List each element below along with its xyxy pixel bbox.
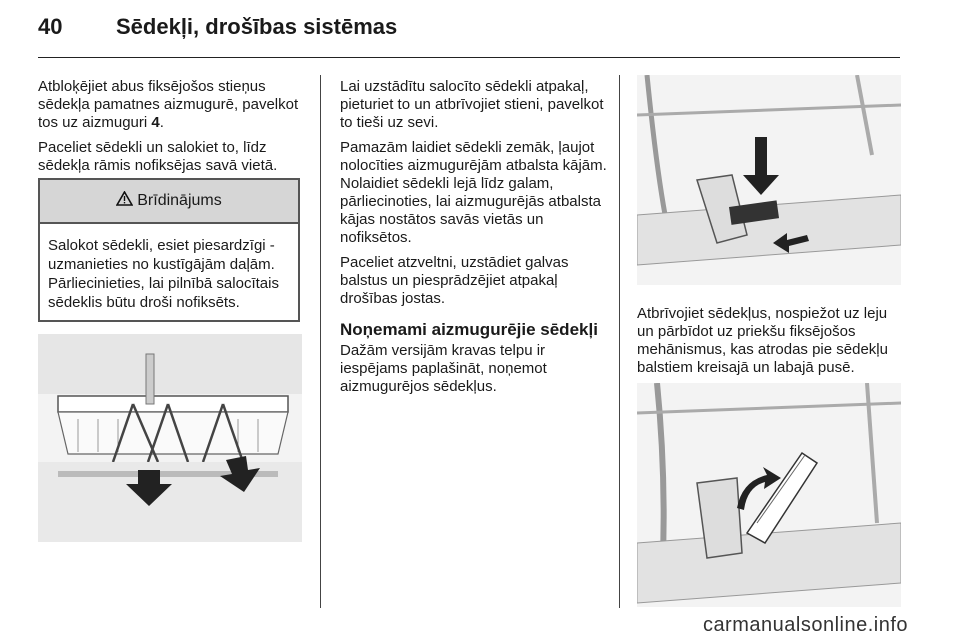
column-2 xyxy=(340,78,608,403)
page-number: 40 xyxy=(38,14,63,39)
watermark: carmanualsonline.info xyxy=(702,614,908,636)
paragraph: Dažām versijām kravas telpu ir iespējams paplašināt, noņemot aizmugurējos sēdekļus. xyxy=(340,342,547,395)
warning-text: Salokot sēdekli, esiet piesardzīgi - uzmanieties no kustīgājām daļām. Pārliecinieties, lai pilnībā salocītais sēdeklis būtu droši nofiksēts. xyxy=(48,237,279,311)
paragraph: Paceliet sēdekli un salokiet to, līdz sēdekļa rāmis nofiksējas savā vietā. xyxy=(38,139,278,174)
paragraph-text: Atbloķējiet abus fiksējošos stieņus sēdekļa pamatnes aizmugurē, pavelkot tos uz aizmuguri xyxy=(38,78,299,131)
page-title: Sēdekļi, drošības sistēmas xyxy=(116,14,398,39)
paragraph: Paceliet atzveltni, uzstādiet galvas balstus un piesprādzējiet atpakaļ drošības jostas. xyxy=(340,254,569,307)
column-divider-left xyxy=(320,75,321,608)
warning-header xyxy=(40,180,298,224)
folded-seat-illustration xyxy=(38,334,302,542)
warning-title: Brīdinājums xyxy=(137,192,222,209)
warning-box xyxy=(38,178,300,322)
reference-number: 4 xyxy=(151,114,160,131)
paragraph-end: . xyxy=(159,114,164,131)
header-rule xyxy=(38,57,900,58)
latch-lever-illustration xyxy=(637,383,901,607)
warning-triangle-icon xyxy=(116,191,133,211)
column-1 xyxy=(38,78,303,182)
column-divider-right xyxy=(619,75,620,608)
paragraph: Lai uzstādītu salocīto sēdekli atpakaļ, pieturiet to un atbrīvojiet stieni, pavelkot to tieši uz sevi. xyxy=(340,78,604,131)
paragraph: Atbrīvojiet sēdekļus, nospiežot uz leju un pārbīdot uz priekšu fiksējošos mehānismus, kas atrodas pie sēdekļu balstiem kreisajā un labajā pusē. xyxy=(637,305,888,376)
section-heading: Noņemami aizmugurējie sēdekļi xyxy=(340,320,598,339)
seat-latch-illustration xyxy=(637,75,901,285)
paragraph xyxy=(38,78,303,132)
column-3 xyxy=(637,305,902,384)
paragraph: Pamazām laidiet sēdekli zemāk, ļaujot nolocīties aizmugurējām atbalsta kājām. Nolaidiet sēdekli lejā līdz galam, pārliecinoties, lai aizmugurējās atbalsta kājas nostātos savās vietās un nofiksētos. xyxy=(340,139,607,246)
